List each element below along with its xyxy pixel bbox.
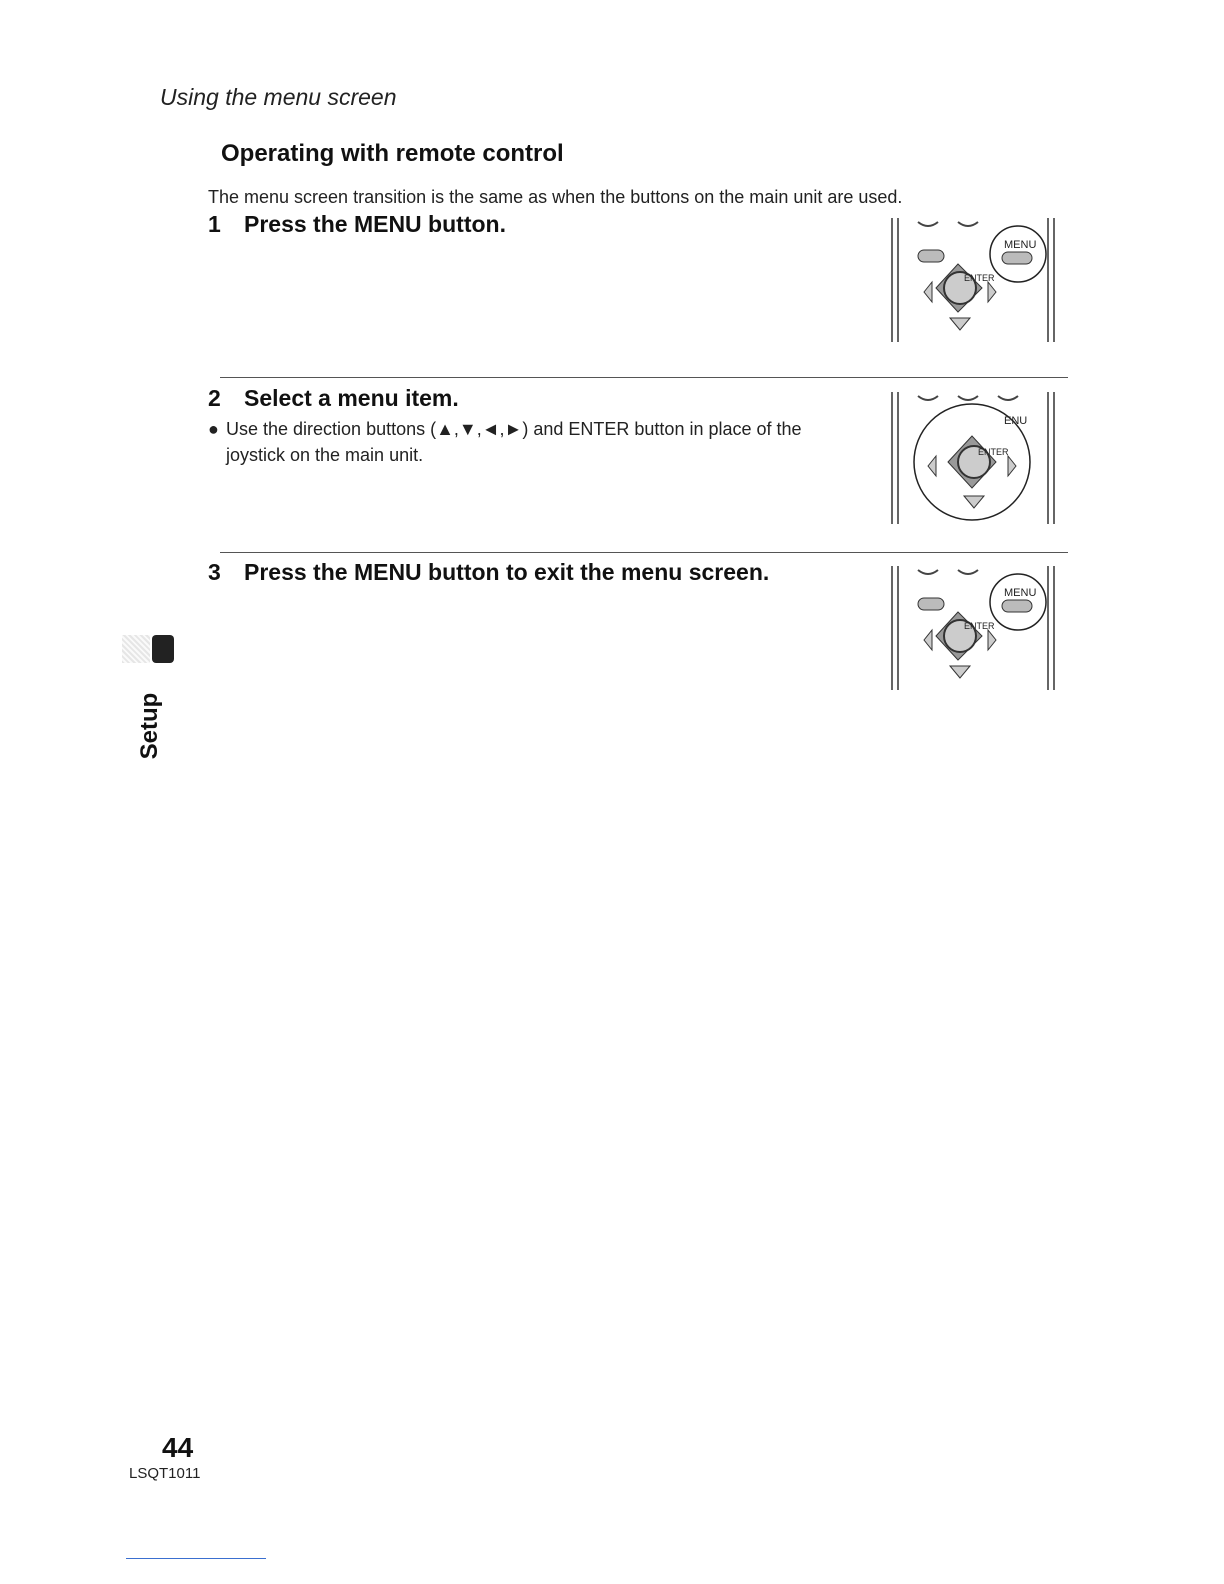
svg-text:ENTER: ENTER [978,447,1009,457]
side-tab-shade [122,635,150,663]
trash-button-icon [918,598,944,610]
intro-text: The menu screen transition is the same as when the buttons on the main unit are used. [208,187,903,207]
step-1-text: Press the MENU button. [244,211,506,237]
side-tab-marker [152,635,174,663]
step-3-title [208,559,769,586]
svg-text:ENTER: ENTER [964,273,995,283]
side-tab-label: Setup [136,692,163,760]
remote-illustration-menu-exit [888,566,1060,690]
bullet-line-2: joystick on the main unit. [226,445,424,465]
step-2-text: Select a menu item. [244,385,459,411]
svg-text:MENU: MENU [1004,587,1037,599]
step-3-text: Press the MENU button to exit the menu screen. [244,559,770,585]
remote-illustration-joystick [888,392,1060,524]
page-number: 44 [162,1432,194,1463]
bullet-line-1: Use the direction buttons (▲,▼,◄,►) and ENTER button in place of the [226,419,802,439]
remote-illustration-menu [888,218,1060,342]
bullet-marker: ● [208,419,219,439]
step-1-number: 1 [208,211,221,237]
model-code: LSQT1011 [129,1465,201,1482]
svg-text:ENU: ENU [1004,415,1028,427]
step-1-title [208,211,506,238]
section-header: Using the menu screen [160,84,397,110]
subtitle: Operating with remote control [221,140,564,167]
menu-button-icon [1002,252,1032,264]
trash-button-icon [918,250,944,262]
step-2-title [208,385,459,412]
step-3-number: 3 [208,559,221,585]
divider-2 [220,552,1068,553]
svg-text:ENTER: ENTER [964,621,995,631]
divider-1 [220,377,1068,378]
svg-text:MENU: MENU [1004,239,1037,251]
step-2-number: 2 [208,385,221,411]
footer-line [126,1558,266,1559]
menu-button-icon [1002,600,1032,612]
step-2-bullet [208,416,878,468]
